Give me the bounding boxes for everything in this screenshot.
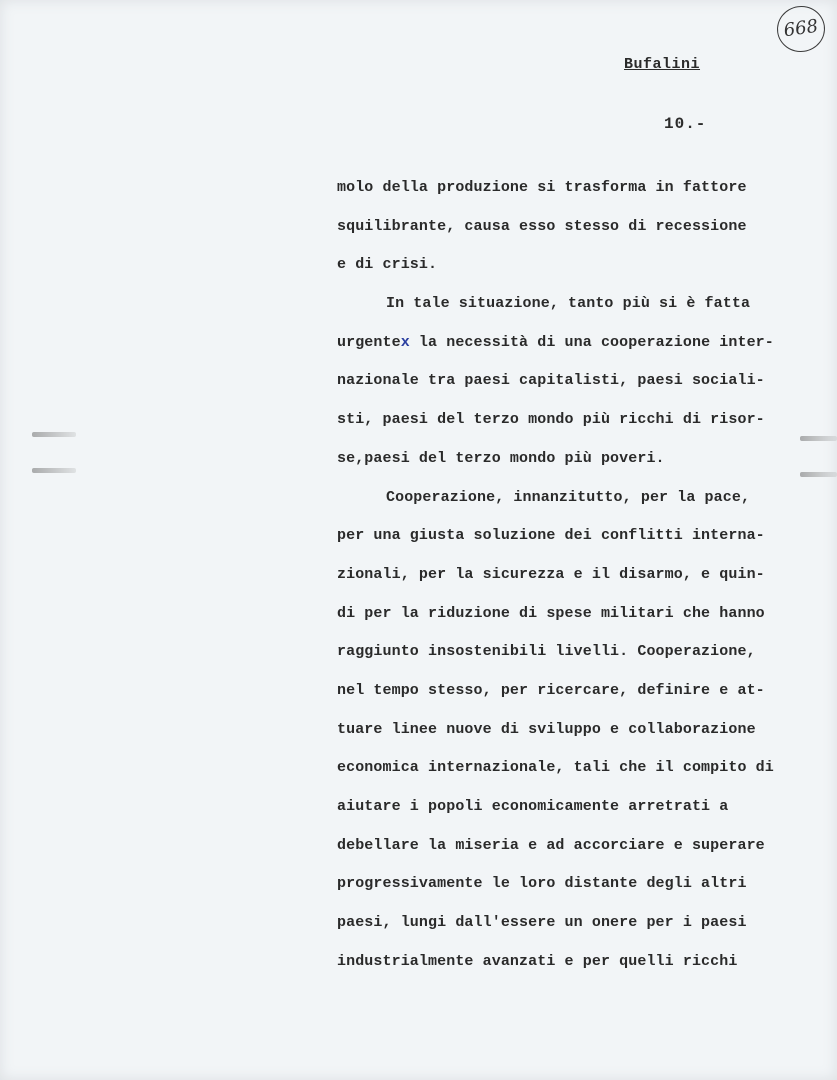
author-heading: Bufalini xyxy=(624,56,701,73)
text-line: aiutare i popoli economicamente arretrati a xyxy=(337,798,729,815)
text-line: Cooperazione, innanzitutto, per la pace, xyxy=(386,488,751,506)
text-line: squilibrante, causa esso stesso di recessione xyxy=(337,217,747,235)
text-line: tuare linee nuove di sviluppo e collaborazione xyxy=(337,720,756,738)
text-line: industrialmente avanzati e per quelli ricchi xyxy=(337,952,738,970)
punch-hole-mark xyxy=(32,432,76,437)
text-line: progressivamente le loro distante degli altri xyxy=(337,875,747,893)
text-line: di per la riduzione di spese militari che hanno xyxy=(337,604,765,622)
text-line: economica internazionale, tali che il compito di xyxy=(337,759,774,777)
text-line: nel tempo stesso, per ricercare, definire e at- xyxy=(337,681,765,699)
text-line: per una giusta soluzione dei conflitti interna- xyxy=(337,527,765,545)
text-line: e di crisi. xyxy=(337,256,438,274)
text-line: zionali, per la sicurezza e il disarmo, e quin- xyxy=(337,565,765,583)
correction-mark: x xyxy=(400,333,410,351)
folio-stamp: 668 xyxy=(774,3,828,55)
text-line: sti, paesi del terzo mondo più ricchi di risor- xyxy=(337,411,765,429)
text-line: molo della produzione si trasforma in fattore xyxy=(337,179,747,196)
text-segment: la necessità di una cooperazione inter- xyxy=(409,333,774,351)
page-number: 10.- xyxy=(664,115,707,133)
punch-hole-mark xyxy=(32,468,76,473)
text-line xyxy=(337,331,827,370)
text-line: se,paesi del terzo mondo più poveri. xyxy=(337,449,665,467)
text-line: In tale situazione, tanto più si è fatta xyxy=(386,295,751,313)
text-line: paesi, lungi dall'essere un onere per i paesi xyxy=(337,914,747,932)
text-segment: urgente xyxy=(337,333,401,351)
text-line: debellare la miseria e ad accorciare e superare xyxy=(337,836,765,854)
text-line: nazionale tra paesi capitalisti, paesi sociali- xyxy=(337,372,765,390)
text-line: raggiunto insostenibili livelli. Cooperazione, xyxy=(337,643,756,661)
body-text xyxy=(337,176,827,988)
